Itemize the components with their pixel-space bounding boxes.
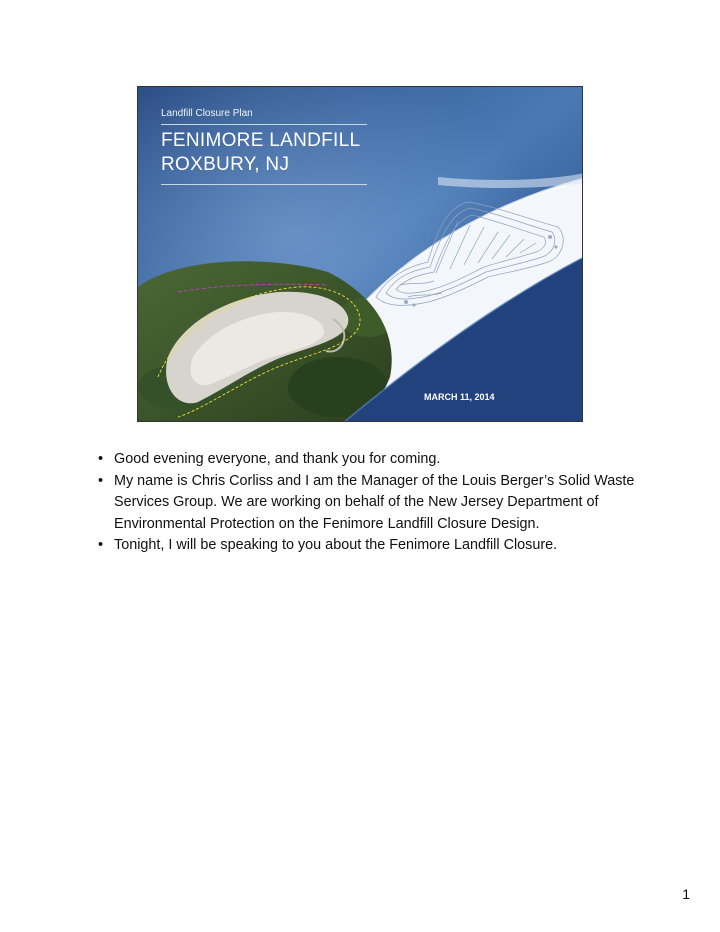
page-number: 1 — [682, 886, 690, 902]
note-item: • Good evening everyone, and thank you for coming. — [96, 449, 656, 471]
slide-title-line2: ROXBURY, NJ — [161, 154, 290, 175]
title-top-rule — [161, 124, 367, 125]
slide-thumbnail — [137, 86, 583, 422]
slide-date: MARCH 11, 2014 — [424, 392, 495, 402]
title-bottom-rule — [161, 184, 367, 185]
slide-title-line1: FENIMORE LANDFILL — [161, 130, 361, 151]
slide-title — [161, 129, 360, 177]
note-item: • My name is Chris Corliss and I am the Manager of the Louis Berger’s Solid Waste Services Group. We are working on behalf of the New Jersey Department of Environmental Protection on the Fenimore Landfill Closure Design. — [96, 471, 656, 536]
slide-subtitle: Landfill Closure Plan — [161, 108, 253, 119]
speaker-notes — [96, 449, 656, 557]
note-item: • Tonight, I will be speaking to you about the Fenimore Landfill Closure. — [96, 535, 656, 557]
